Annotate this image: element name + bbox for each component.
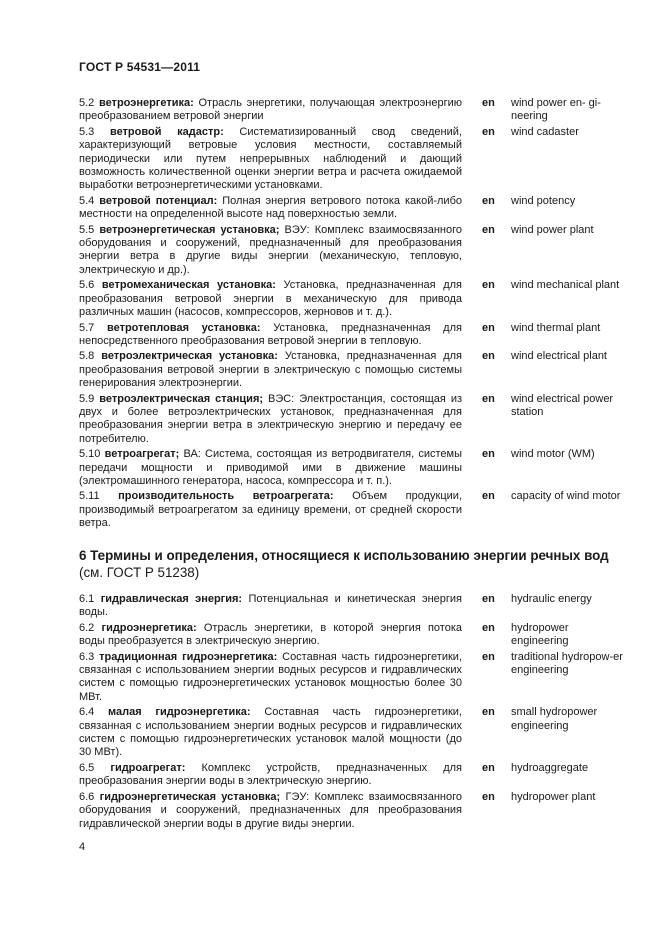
language-code: en (482, 392, 495, 405)
term-name: ветроэнергетика: (98, 97, 194, 109)
english-equivalent: wind mechanical plant (511, 279, 620, 292)
language-code: en (482, 448, 495, 461)
english-equivalent: wind motor (WM) (511, 448, 595, 461)
page-number: 4 (79, 841, 86, 853)
definition-text: Установка, предназначенная для непосредственного преобразования ветровой энергии в тепловую. (79, 321, 462, 347)
term-name: ветротепловая установка: (106, 321, 261, 334)
language-code: en (482, 194, 495, 207)
document-header: ГОСТ Р 54531—2011 (79, 60, 201, 74)
term-number: 6.3 (79, 650, 95, 663)
term-name: ветровой кадастр: (109, 125, 224, 138)
english-equivalent: hydroaggregate (511, 761, 589, 774)
term-definition (79, 791, 462, 831)
term-definition (79, 126, 462, 193)
english-equivalent: hydraulic energy (511, 593, 592, 605)
term-number: 6.4 (79, 706, 95, 719)
definition-text: Отрасль энергетики, получающая электроэнергию преобразованием ветровой энергии (79, 97, 462, 123)
definition-text: Комплекс устройств, предназначенных для преобразования энергии воды в электрическую энергию. (79, 761, 463, 788)
english-equivalent: small hydropower engineering (511, 706, 598, 732)
language-code: en (482, 761, 495, 774)
term-name: ветроэнергетическая установка; (99, 223, 280, 236)
definition-text: Установка, предназначенная для преобразования ветровой энергии в электрическую с помощью системы генерирования электроэнергии. (79, 350, 462, 390)
term-name: ветроагрегат; (104, 448, 180, 461)
language-code: en (482, 490, 495, 503)
term-definition (79, 350, 462, 390)
term-name: гидроагрегат: (110, 761, 186, 774)
term-name: гидроэнергетика: (101, 621, 197, 634)
term-entry (79, 593, 619, 620)
term-definition (79, 651, 462, 705)
section-6-title (79, 547, 619, 581)
term-definition (79, 448, 462, 488)
language-code: en (482, 97, 495, 109)
definition-text: Составная часть гидроэнергетики, связанная с использованием энергии водных ресурсов и гидравлических систем с помощью гидроэнергетических установок мощностью более 30 МВт. (79, 650, 463, 703)
term-definition (79, 393, 462, 447)
english-equivalent: wind electrical plant (511, 350, 607, 363)
definition-text: Объем продукции, производимый ветроагрегатом за единицу времени, от средней скорости ветра. (79, 490, 462, 530)
section-title-text: 6 Термины и определения, относящиеся к использованию энергии речных вод (79, 548, 609, 563)
term-definition (79, 224, 462, 278)
english-equivalent: hydropower engineering (511, 621, 569, 648)
term-definition (79, 490, 462, 530)
definition-text: Отрасль энергетики, в которой энергия потока воды преобразуется в электрическую энергию. (79, 621, 462, 648)
section-6-terms (79, 593, 623, 833)
term-definition (79, 97, 462, 124)
term-definition (79, 622, 462, 649)
definition-text: Составная часть гидроэнергетики, связанная с использованием энергии водных ресурсов и гидравлических систем с помощью гидроэнергетических установок малой мощности (до 30 МВт). (79, 706, 462, 759)
english-equivalent: traditional hydropow-er engineering (511, 650, 623, 677)
term-number: 5.5 (79, 223, 95, 236)
definition-text: Систематизированный свод сведений, характеризующий ветровые условия местности, составляемый периодически или путем непрерывных наблюдений и дающий возможность количественной оценки энергии ветра и расчета ожидаемой выработки ветроэнергетическими установками. (79, 125, 462, 192)
term-number: 5.3 (79, 125, 95, 138)
definition-text: Потенциальная и кинетическая энергия воды. (79, 593, 463, 619)
definition-text: ВА: Система, состоящая из ветродвигателя, системы передачи мощности и приводимой ими в движение машины (электромашинного генератора, насоса, компрессора и т. п.). (79, 448, 462, 487)
definition-text: ГЭУ: Комплекс взаимосвязанного оборудования и сооружений, предназначенных для преобразования гидравлической энергии воды в другие виды энергии. (79, 790, 462, 830)
term-number: 5.11 (79, 490, 100, 503)
term-number: 5.10 (79, 448, 101, 461)
definition-text: Установка, предназначенная для преобразования ветровой энергии в механическую для привода различных машин (насосов, компрессоров, жерновов и т. д.). (79, 279, 462, 319)
definition-text: ВЭУ: Комплекс взаимосвязанного оборудования и сооружений, предназначенный для преобразования энергии ветра в другие виды энергии (механическую, тепловую, электрическую и др.). (79, 223, 463, 276)
language-code: en (482, 650, 495, 663)
term-entry (79, 762, 619, 789)
term-entry (79, 97, 619, 124)
definition-text: Полная энергия ветрового потока какой-либо местности на определенной высоте над поверхностью земли. (79, 194, 462, 221)
term-name: гидроэнергетическая установка; (99, 790, 281, 803)
language-code: en (482, 790, 495, 803)
english-equivalent: wind electrical power station (511, 392, 614, 418)
term-entry (79, 224, 619, 278)
term-entry (79, 650, 623, 705)
term-name: ветровой потенциал: (99, 194, 218, 207)
term-entry (79, 490, 619, 530)
language-code: en (482, 350, 495, 363)
term-entry (79, 322, 619, 349)
term-entry (79, 706, 619, 760)
english-equivalent: wind potency (511, 194, 576, 207)
english-equivalent: wind power en- gi-neering (511, 97, 601, 123)
term-name: ветроэлектрическая установка: (101, 350, 278, 363)
term-entry (79, 393, 619, 447)
english-equivalent: wind cadaster (511, 125, 579, 138)
english-equivalent: wind power plant (511, 223, 594, 236)
term-entry (79, 195, 619, 222)
term-number: 6.6 (79, 790, 95, 803)
section-5-terms (79, 97, 619, 533)
section-reference: (см. ГОСТ Р 51238) (79, 565, 200, 580)
term-definition (79, 762, 462, 789)
term-entry (79, 791, 619, 831)
english-equivalent: hydropower plant (511, 790, 596, 803)
language-code: en (482, 706, 495, 719)
term-number: 6.1 (79, 593, 95, 605)
language-code: en (482, 279, 495, 292)
language-code: en (482, 321, 495, 334)
term-name: производительность ветроагрегата: (118, 490, 334, 503)
definition-text: ВЭС: Электростанция, состоящая из двух и более ветроэлектрических установок, предназначенная для преобразования энергии ветра в электрическую энергию и передачу ее потребителю. (79, 392, 463, 445)
term-entry (79, 350, 619, 390)
term-number: 5.6 (79, 279, 95, 292)
term-definition (79, 593, 462, 620)
term-name: гидравлическая энергия: (100, 593, 243, 605)
language-code: en (482, 125, 495, 138)
term-name: традиционная гидроэнергетика: (99, 650, 278, 663)
term-name: ветромеханическая установка: (101, 279, 276, 292)
term-entry (79, 622, 619, 649)
language-code: en (482, 621, 495, 634)
term-number: 5.2 (79, 97, 95, 109)
language-code: en (482, 593, 495, 605)
term-number: 5.7 (79, 321, 95, 334)
term-definition (79, 279, 462, 319)
term-number: 5.9 (79, 392, 95, 405)
term-number: 6.5 (79, 761, 95, 774)
term-name: малая гидроэнергетика: (108, 706, 251, 719)
term-definition (79, 322, 462, 349)
term-number: 5.8 (79, 350, 95, 363)
term-definition (79, 195, 462, 222)
term-entry (79, 448, 619, 488)
term-definition (79, 706, 462, 760)
english-equivalent: capacity of wind motor (511, 490, 621, 503)
english-equivalent: wind thermal plant (511, 321, 601, 334)
term-entry (79, 279, 619, 319)
language-code: en (482, 223, 495, 236)
term-number: 5.4 (79, 194, 95, 207)
term-entry (79, 126, 619, 193)
term-name: ветроэлектрическая станция; (99, 392, 264, 405)
term-number: 6.2 (79, 621, 95, 634)
